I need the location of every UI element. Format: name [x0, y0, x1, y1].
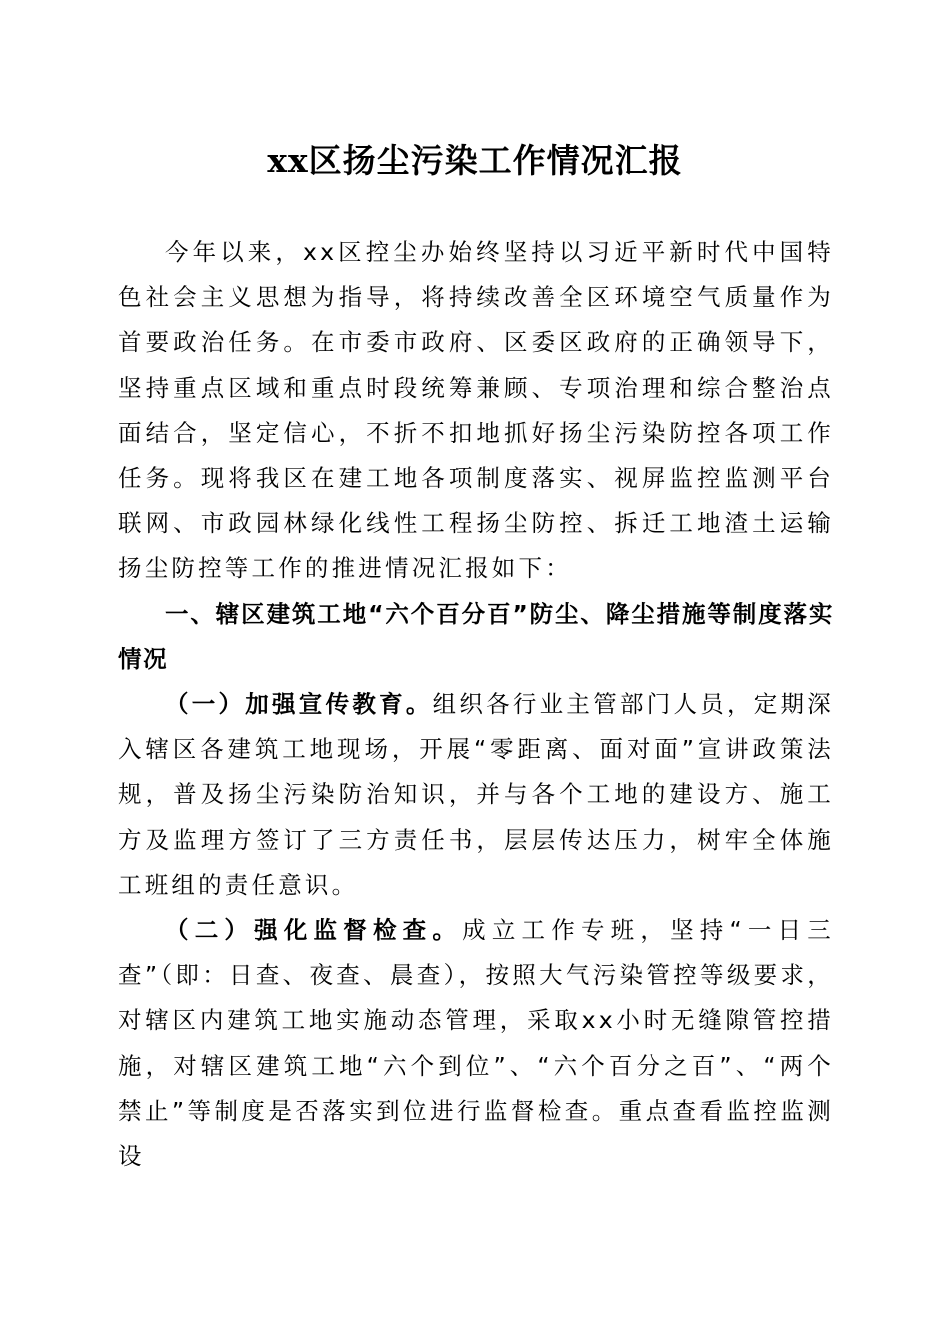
item-text: 成立工作专班，坚持“一日三查”（即：日查、夜查、晨查），按照大气污染管控等级要求，对辖区内建筑工地实施动态管理，采取xx小时无缝隙管控措施，对辖区建筑工地“六个到位”、“六个百分之百”、“两个禁止”等制度是否落实到位进行监督检查。重点查看监控监测设	[118, 916, 835, 1171]
section-heading: 一、辖区建筑工地“六个百分百”防尘、降尘措施等制度落实情况	[118, 599, 834, 673]
item-lead: （二）强化监督检查。	[165, 916, 463, 945]
intro-paragraph: 今年以来，xx区控尘办始终坚持以习近平新时代中国特色社会主义思想为指导，将持续改善全区环境空气质量作为首要政治任务。在市委市政府、区委区政府的正确领导下，坚持重点区域和重点时段统筹兼顾、专项治理和综合整治点面结合，坚定信心，不折不扣地抓好扬尘污染防控各项工作任务。现将我区在建工地各项制度落实、视屏监控监测平台联网、市政园林绿化线性工程扬尘防控、拆迁工地渣土运输扬尘防控等工作的推进情况汇报如下：	[118, 238, 834, 583]
item-text: 组织各行业主管部门人员，定期深入辖区各建筑工地现场，开展“零距离、面对面”宣讲政策法规，普及扬尘污染防治知识，并与各个工地的建设方、施工方及监理方签订了三方责任书，层层传达压力，树牢全体施工班组的责任意识。	[118, 690, 834, 899]
section-item-paragraph	[118, 908, 834, 1179]
item-lead: （一）加强宣传教育。	[165, 690, 433, 719]
section-item-paragraph	[118, 682, 834, 908]
document-title: xx区扬尘污染工作情况汇报	[267, 141, 683, 180]
document-body	[118, 230, 834, 1179]
